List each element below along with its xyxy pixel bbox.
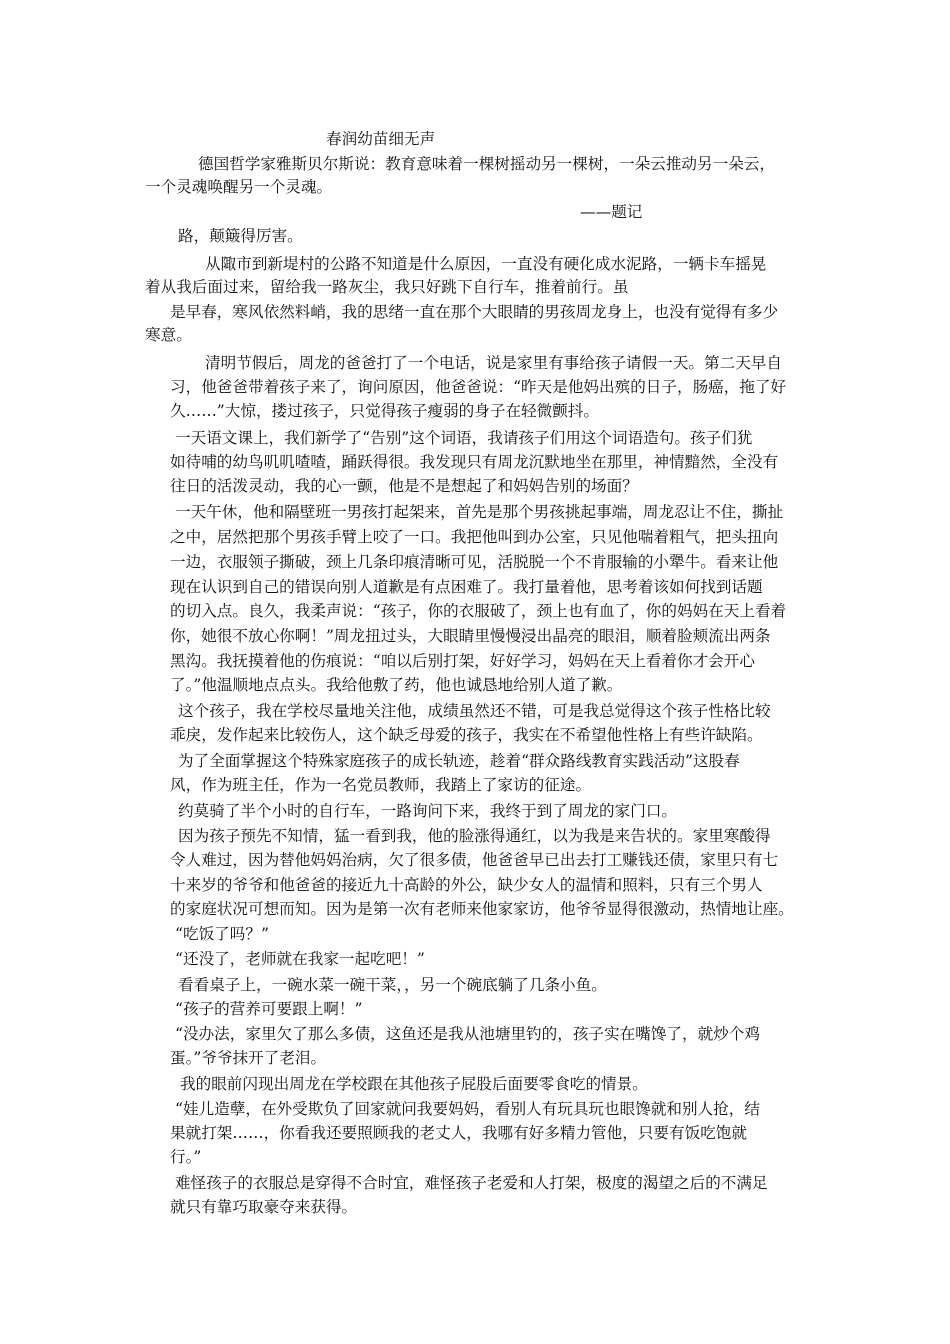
body-line: 久……”大惊，搂过孩子，只觉得孩子瘦弱的身子在轻微颤抖。	[170, 402, 600, 420]
body-line: 之中，居然把那个男孩手臂上咬了一口。我把他叫到办公室，只见他喘着粗气，把头扭向	[170, 528, 779, 546]
body-line: “娃儿造孽，在外受欺负了回家就问我要妈妈，看别人有玩具玩也眼馋就和别人抢，结	[175, 1100, 760, 1118]
body-line: 这个孩子，我在学校尽量地关注他，成绩虽然还不错，可是我总觉得这个孩子性格比较	[178, 702, 771, 720]
body-line: 约莫骑了半个小时的自行车，一路询问下来，我终于到了周龙的家门口。	[178, 802, 678, 820]
body-line: 现在认识到自己的错误向别人道歉是有点困难了。我打量着他，思考着该如何找到话题	[170, 578, 763, 596]
body-line: 是早春，寒风依然料峭，我的思绪一直在那个大眼睛的男孩周龙身上，也没有觉得有多少	[170, 303, 779, 321]
body-line: 如待哺的幼鸟叽叽喳喳，踊跃得很。我发现只有周龙沉默地坐在那里，神情黯然，全没有	[170, 453, 779, 471]
epigraph-line: 一个灵魂唤醒另一个灵魂。	[145, 178, 333, 196]
body-line: 一天语文课上，我们新学了“告别”这个词语，我请孩子们用这个词语造句。孩子们犹	[175, 429, 753, 447]
body-line: 了。”他温顺地点点头。我给他敷了药，他也诚恳地给别人道了歉。	[170, 676, 623, 694]
body-line: 从陬市到新堤村的公路不知道是什么原因，一直没有硬化成水泥路，一辆卡车摇晃	[205, 255, 767, 273]
body-line: 我的眼前闪现出周龙在学校跟在其他孩子屁股后面要零食吃的情景。	[180, 1075, 648, 1093]
body-line: 习，他爸爸带着孩子来了，询问原因，他爸爸说：“昨天是他妈出殡的日子，肠癌，拖了好	[170, 378, 787, 396]
body-line: 看看桌子上，一碗水菜一碗干菜，，另一个碗底躺了几条小鱼。	[178, 976, 607, 994]
document-title: 春润幼苗细无声	[326, 130, 436, 148]
epigraph-line: 德国哲学家雅斯贝尔斯说：教育意味着一棵树摇动另一棵树，一朵云推动另一朵云，	[198, 155, 775, 173]
body-line: 因为孩子预先不知情，猛一看到我，他的脸涨得通红，以为我是来告状的。家里寒酸得	[178, 827, 771, 845]
body-line: 果就打架……，你看我还要照顾我的老丈人，我哪有好多精力管他，只要有饭吃饱就	[170, 1124, 747, 1142]
body-line: “没办法，家里欠了那么多债，这鱼还是我从池塘里钓的，孩子实在嘴馋了，就炒个鸡	[175, 1025, 760, 1043]
body-line: 一天午休，他和隔壁班一男孩打起架来，首先是那个男孩挑起事端，周龙忍让不住，撕扯	[175, 503, 784, 521]
body-line: 蛋。”爷爷抹开了老泪。	[170, 1049, 327, 1067]
body-line: 乖戾，发作起来比较伤人，这个缺乏母爱的孩子，我实在不希望他性格上有些许缺陷。	[170, 726, 763, 744]
body-line: 的家庭状况可想而知。因为是第一次有老师来他家家访，他爷爷显得很激动，热情地让座。	[170, 900, 794, 918]
body-line: 着从我后面过来，留给我一路灰尘，我只好跳下自行车，推着前行。虽	[145, 278, 629, 296]
body-line: 令人难过，因为替他妈妈治病，欠了很多债，他爸爸早已出去打工赚钱还债，家里只有七	[170, 851, 779, 869]
body-line: 难怪孩子的衣服总是穿得不合时宜，难怪孩子老爱和人打架，极度的渴望之后的不满足	[175, 1174, 768, 1192]
body-line: 往日的活泼灵动，我的心一颤，他是不是想起了和妈妈告别的场面？	[170, 477, 638, 495]
body-line: 寒意。	[145, 326, 192, 344]
epigraph-source: ——题记	[580, 203, 643, 221]
body-line: “吃饭了吗？”	[175, 925, 269, 943]
body-line: 的切入点。良久，我柔声说：“孩子，你的衣服破了，颈上也有血了，你的妈妈在天上看着	[170, 602, 787, 620]
body-line: “孩子的营养可要跟上啊！”	[175, 1000, 363, 1018]
body-line: 清明节假后，周龙的爸爸打了一个电话，说是家里有事给孩子请假一天。第二天早自	[205, 354, 782, 372]
body-line: 风，作为班主任，作为一名党员教师，我踏上了家访的征途。	[170, 776, 592, 794]
body-line: “还没了，老师就在我家一起吃吧！”	[175, 950, 425, 968]
body-line: 行。”	[170, 1148, 202, 1166]
body-line: 为了全面掌握这个特殊家庭孩子的成长轨迹，趁着“群众路线教育实践活动”这股春	[178, 752, 740, 770]
body-line: 路，颠簸得厉害。	[178, 227, 303, 245]
body-line: 黑沟。我抚摸着他的伤痕说：“咱以后别打架，好好学习，妈妈在天上看着你才会开心	[170, 652, 755, 670]
body-line: 你，她很不放心你啊！”周龙扭过头，大眼睛里慢慢浸出晶亮的眼泪，顺着脸颊流出两条	[170, 627, 771, 645]
body-line: 就只有靠巧取豪夺来获得。	[170, 1198, 358, 1216]
body-line: 一边，衣服领子撕破，颈上几条印痕清晰可见，活脱脱一个不肯服输的小犟牛。看来让他	[170, 553, 779, 571]
body-line: 十来岁的爷爷和他爸爸的接近九十高龄的外公，缺少女人的温情和照料，只有三个男人	[170, 876, 763, 894]
